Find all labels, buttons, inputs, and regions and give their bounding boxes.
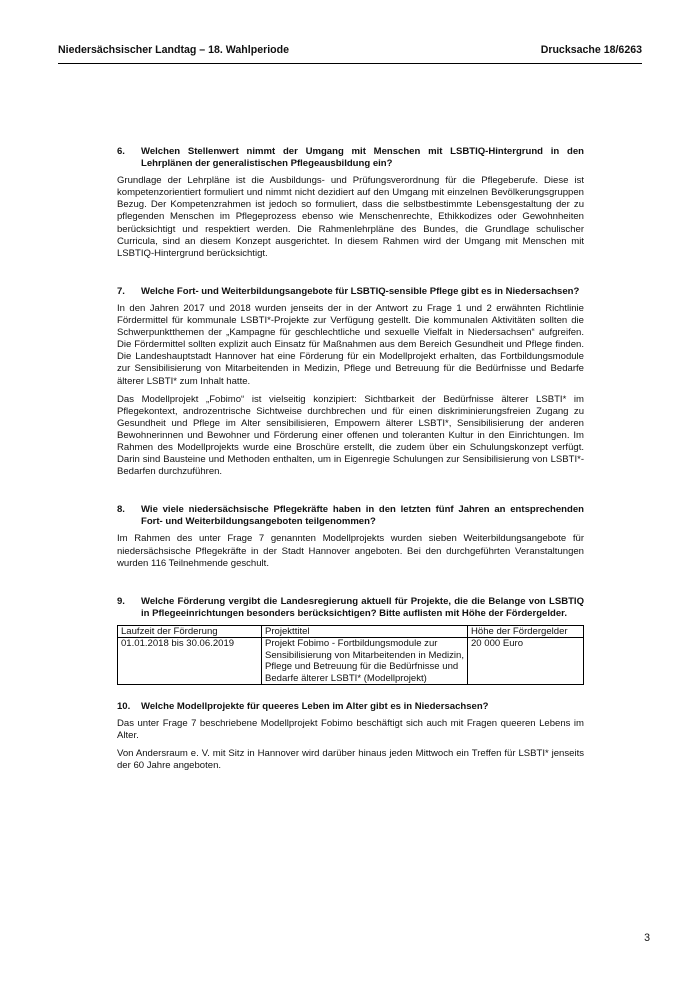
- answer-paragraph: Im Rahmen des unter Frage 7 genannten Modellprojekts wurden sieben Weiterbildungsangebote für niedersächsische Pflegekräfte in der Stadt Hannover angeboten. Bei den durchgeführten Veranstaltungen wurden 116 Teilnehmende geschult.: [117, 533, 584, 569]
- table-header-cell: Projekttitel: [262, 625, 468, 637]
- question-8: [117, 504, 584, 528]
- table-header-row: [118, 625, 584, 637]
- question-text: Wie viele niedersächsische Pflegekräfte haben in den letzten fünf Jahren an entsprechenden Fort- und Weiterbildungsangeboten teilgenommen?: [141, 504, 584, 528]
- section-8: [117, 504, 584, 569]
- question-text: Welche Förderung vergibt die Landesregierung aktuell für Projekte, die die Belange von LSBTIQ in Pflegeeinrichtungen besonders berücksichtigen? Bitte auflisten mit Höhe der Fördergelder.: [141, 595, 584, 619]
- question-6: [117, 146, 584, 170]
- page-number: 3: [644, 932, 650, 944]
- table-header-cell: Höhe der Fördergelder: [468, 625, 584, 637]
- header-title: Niedersächsischer Landtag – 18. Wahlperiode: [58, 44, 289, 56]
- section-6: [117, 146, 584, 260]
- table-cell-project-title: Projekt Fobimo - Fortbildungsmodule zur Sensibilisierung von Mitarbeitenden in Medizin, Pflege und Betreuung für die Bedürfnisse und Bedarfe älterer LSBTI* (Modellprojekt): [262, 638, 468, 685]
- section-10: [117, 701, 584, 772]
- question-number: 6.: [117, 146, 125, 157]
- table-cell-amount: 20 000 Euro: [468, 638, 584, 685]
- question-text: Welche Fort- und Weiterbildungsangebote für LSBTIQ-sensible Pflege gibt es in Niedersachsen?: [141, 285, 580, 297]
- table-header-cell: Laufzeit der Förderung: [118, 625, 262, 637]
- table-row: [118, 638, 584, 685]
- header-document-number: Drucksache 18/6263: [540, 44, 642, 56]
- answer-paragraph: Das unter Frage 7 beschriebene Modellprojekt Fobimo beschäftigt sich auch mit Fragen queeren Lebens im Alter.: [117, 718, 584, 742]
- question-9: [117, 596, 584, 620]
- section-9: [117, 596, 584, 685]
- question-10: [117, 701, 584, 713]
- answer-paragraph: Das Modellprojekt „Fobimo“ ist vielseitig konzipiert: Sichtbarkeit der Bedürfnisse älterer LSBTI* im Pflegekontext, androzentrische Sichtweise durchbrechen und für einen diskriminierungsfreien Zugang zu Gesundheit und Pflege im Alter sensibilisieren, Empowern älterer LSBTI*, Sensibilisierung der anderen Bewohnerinnen und Bewohner und Förderung einer offenen und toleranten Kultur in den Einrichtungen. Im Rahmen des Modellprojekts wurde eine Broschüre erstellt, die zudem über ein Schulungskonzept verfügt. Darin sind Bausteine und Methoden enthalten, um in Eigenregie Schulungen zur Sensibilisierung von LSBTI*-Bedarfen durchzuführen.: [117, 393, 584, 478]
- question-number: 10.: [117, 700, 131, 712]
- funding-table: [117, 625, 584, 685]
- document-body: [117, 146, 584, 778]
- table-cell-duration: 01.01.2018 bis 30.06.2019: [118, 638, 262, 685]
- question-7: [117, 286, 584, 298]
- question-number: 9.: [117, 595, 125, 607]
- question-number: 8.: [117, 504, 125, 516]
- question-text: Welchen Stellenwert nimmt der Umgang mit Menschen mit LSBTIQ-Hintergrund in den Lehrplänen der generalistischen Pflegeausbildung ein?: [141, 146, 584, 170]
- question-number: 7.: [117, 285, 125, 297]
- section-7: [117, 286, 584, 478]
- answer-paragraph: In den Jahren 2017 und 2018 wurden jenseits der in der Antwort zu Frage 1 und 2 erwähnten Richtlinie Fördermittel für kommunale LSBTI*-Projekte zur Verfügung gestellt. Die kommunalen Aktivitäten sollten die Schwerpunktthemen der „Kampagne für geschlechtliche und sexuelle Vielfalt in Niedersachsen“ aufgreifen. Die Fördermittel sollten explizit auch Einsatz für Maßnahmen aus dem Bereich Gesundheit und Pflege finden. Die Landeshauptstadt Hannover hat eine Förderung für ein Modellprojekt erhalten, das Fortbildungsmodule zur Sensibilisierung von Mitarbeitenden in Medizin, Pflege und Betreuung für die Bedürfnisse und Bedarfe älterer LSBTI* zum Inhalt hatte.: [117, 302, 584, 387]
- answer-paragraph: Grundlage der Lehrpläne ist die Ausbildungs- und Prüfungsverordnung für die Pflegeberufe. Diese ist kompetenzorientiert formuliert und nimmt nicht dezidiert auf den Umgang mit einzelnen Bevölkerungsgruppen Bezug. Der Kompetenzrahmen ist jedoch so formuliert, dass die selbstbestimmte Lebensgestaltung der zu pflegenden Menschen im Pflegeprozess ebenso wie Menschenrechte, Ethikkodizes oder Gewohnheiten berücksichtigt und respektiert werden. Die Rahmenlehrpläne des Bundes, die Grundlage schulischer Curricula, sind an diesem Konzept ausgerichtet. In diesem Rahmen wird der Umgang mit Menschen mit LSBTIQ-Hintergrund berücksichtigt.: [117, 175, 584, 259]
- question-text: Welche Modellprojekte für queeres Leben im Alter gibt es in Niedersachsen?: [141, 700, 489, 712]
- answer-paragraph: Von Andersraum e. V. mit Sitz in Hannover wird darüber hinaus jeden Mittwoch ein Treffen für LSBTI* jenseits der 60 Jahre angeboten.: [117, 748, 584, 772]
- page-header: [58, 41, 642, 64]
